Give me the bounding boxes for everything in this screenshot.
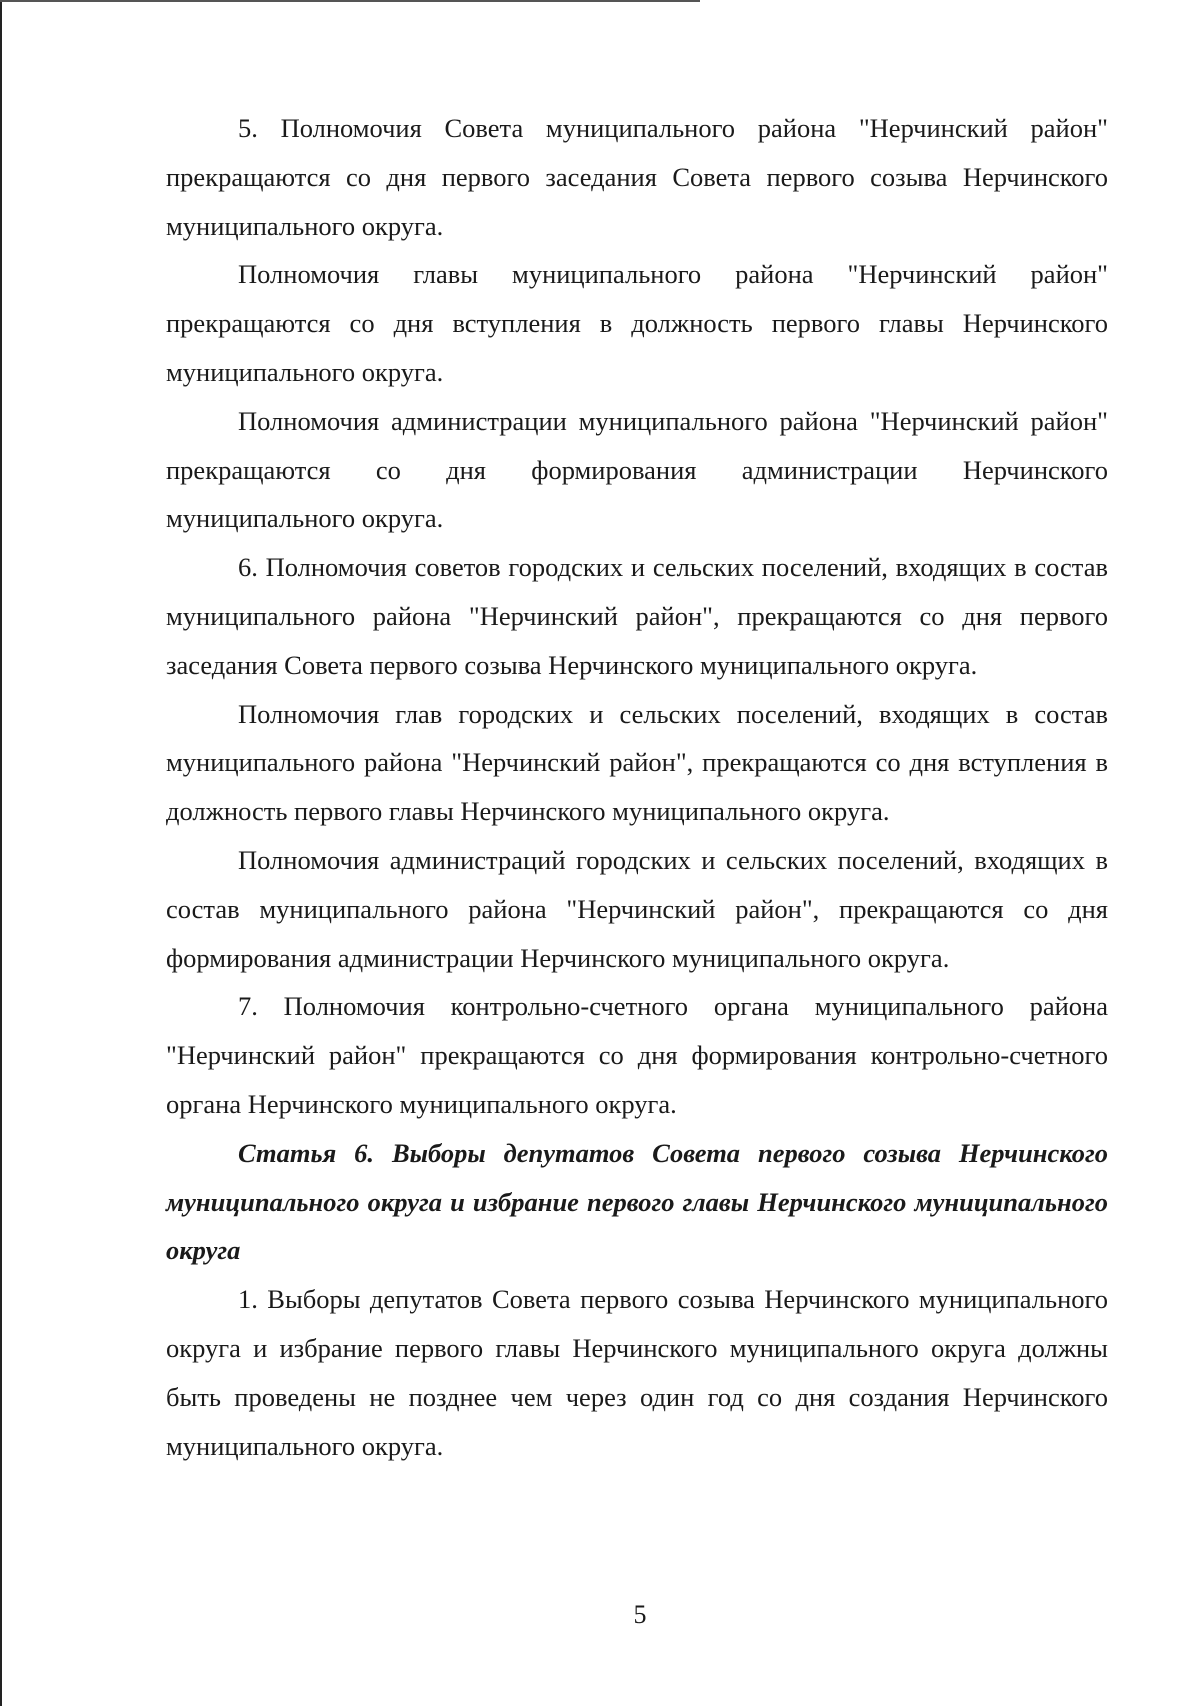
page-edge-top [0,0,700,2]
paragraph-6-settlement-councils: 6. Полномочия советов городских и сельских поселений, входящих в состав муниципального района "Нерчинский район", прекращаются со дня первого заседания Совета первого созыва Нерчинского муниципального округа. [166,552,1108,680]
article-6-heading: Статья 6. Выборы депутатов Совета первого созыва Нерчинского муниципального округа и избрание первого главы Нерчинского муниципального округа [166,1137,1108,1266]
page-number [0,1600,1200,1630]
page-edge-left [0,0,2,1706]
paragraph-head-of-district: Полномочия главы муниципального района "Нерчинский район" прекращаются со дня вступления в должность первого главы Нерчинского муниципального округа. [166,259,1108,387]
page-number-label: 5 [633,1600,647,1629]
paragraph-5-council: 5. Полномочия Совета муниципального района "Нерчинский район" прекращаются со дня первого заседания Совета первого созыва Нерчинского муниципального округа. [166,113,1108,241]
article-6-paragraph-1: 1. Выборы депутатов Совета первого созыва Нерчинского муниципального округа и избрание первого главы Нерчинского муниципального округа должны быть проведены не позднее чем через один год со дня создания Нерчинского муниципального округа. [166,1284,1108,1461]
paragraph-district-administration: Полномочия администрации муниципального района "Нерчинский район" прекращаются со дня формирования администрации Нерчинского муниципального округа. [166,405,1108,534]
paragraph-settlement-administrations: Полномочия администраций городских и сельских поселений, входящих в состав муниципального района "Нерчинский район", прекращаются со дня формирования администрации Нерчинского муниципального округа. [166,844,1108,973]
document-body [166,104,1108,1470]
paragraph-7-audit-body: 7. Полномочия контрольно-счетного органа муниципального района "Нерчинский район" прекращаются со дня формирования контрольно-счетного органа Нерчинского муниципального округа. [166,991,1108,1119]
paragraph-settlement-heads: Полномочия глав городских и сельских поселений, входящих в состав муниципального района "Нерчинский район", прекращаются со дня вступления в должность первого главы Нерчинского муниципального округа. [166,698,1108,827]
